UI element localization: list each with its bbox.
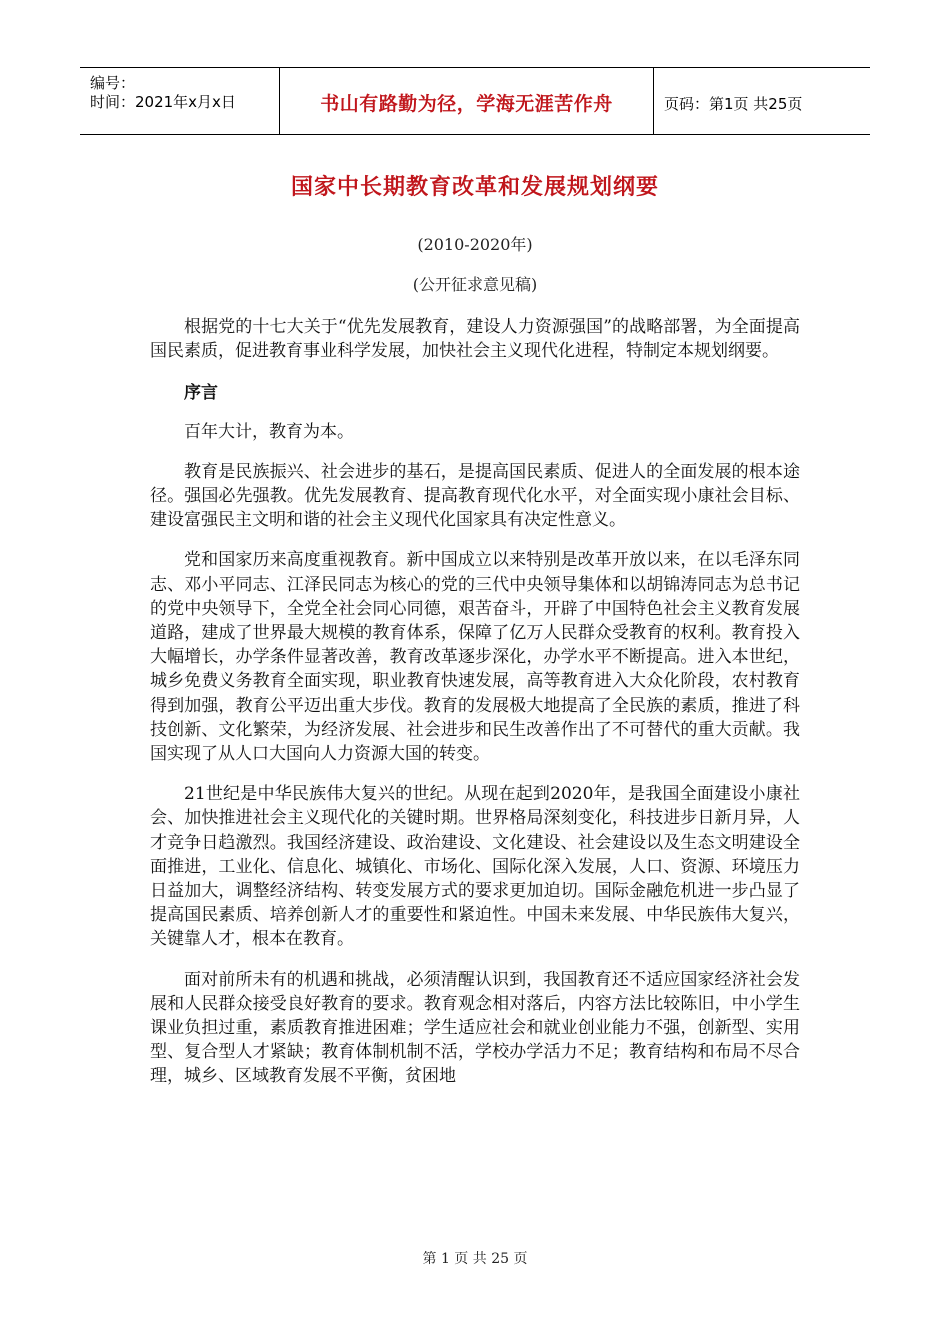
body-paragraph: 百年大计，教育为本。 bbox=[184, 421, 354, 442]
document-time-label: 时间：2021年x月x日 bbox=[90, 93, 236, 111]
header-page-code: 页码：第1页 共25页 bbox=[664, 95, 803, 113]
body-paragraph: 教育是民族振兴、社会进步的基石，是提高国民素质、促进人的全面发展的根本途径。强国必先强教。优先发展教育、提高教育现代化水平，对全面实现小康社会目标、建设富强民主文明和谐的社会主义现代化国家具有决定性意义。 bbox=[150, 461, 800, 531]
header-page-cell bbox=[654, 68, 870, 134]
header-motto: 书山有路勤为径，学海无涯苦作舟 bbox=[320, 93, 613, 115]
body-paragraph: 党和国家历来高度重视教育。新中国成立以来特别是改革开放以来，在以毛泽东同志、邓小平同志、江泽民同志为核心的党的三代中央领导集体和以胡锦涛同志为总书记的党中央领导下，全党全社会同心同德，艰苦奋斗，开辟了中国特色社会主义教育发展道路，建成了世界最大规模的教育体系，保障了亿万人民群众受教育的权利。教育投入大幅增长，办学条件显著改善，教育改革逐步深化，办学水平不断提高。进入本世纪，城乡免费义务教育全面实现，职业教育快速发展，高等教育进入大众化阶段，农村教育得到加强，教育公平迈出重大步伐。教育的发展极大地提高了全民族的素质，推进了科技创新、文化繁荣，为经济发展、社会进步和民生改善作出了不可替代的重大贡献。我国实现了从人口大国向人力资源大国的转变。 bbox=[150, 550, 800, 765]
document-number-label: 编号： bbox=[90, 74, 136, 92]
body-paragraph: 面对前所未有的机遇和挑战，必须清醒认识到，我国教育还不适应国家经济社会发展和人民群众接受良好教育的要求。教育观念相对落后，内容方法比较陈旧，中小学生课业负担过重，素质教育推进困难；学生适应社会和就业创业能力不强，创新型、实用型、复合型人才紧缺；教育体制机制不活，学校办学活力不足；教育结构和布局不尽合理，城乡、区域教育发展不平衡，贫困地 bbox=[150, 969, 800, 1087]
document-body bbox=[150, 315, 800, 1105]
intro-paragraph: 根据党的十七大关于“优先发展教育，建设人力资源强国”的战略部署，为全面提高国民素质，促进教育事业科学发展，加快社会主义现代化进程，特制定本规划纲要。 bbox=[150, 317, 800, 362]
document-years: (2010-2020年) bbox=[417, 235, 533, 254]
page-footer: 第 1 页 共 25 页 bbox=[422, 1251, 528, 1267]
header-meta-cell bbox=[80, 68, 280, 134]
section-heading: 序言 bbox=[184, 383, 218, 404]
document-draft-note: (公开征求意见稿) bbox=[412, 275, 538, 294]
header-motto-cell bbox=[280, 68, 654, 134]
body-paragraph: 21世纪是中华民族伟大复兴的世纪。从现在起到2020年，是我国全面建设小康社会、加快推进社会主义现代化的关键时期。世界格局深刻变化，科技进步日新月异，人才竞争日趋激烈。我国经济建设、政治建设、文化建设、社会建设以及生态文明建设全面推进，工业化、信息化、城镇化、市场化、国际化深入发展，人口、资源、环境压力日益加大，调整经济结构、转变发展方式的要求更加迫切。国际金融危机进一步凸显了提高国民素质、培养创新人才的重要性和紧迫性。中国未来发展、中华民族伟大复兴，关键靠人才，根本在教育。 bbox=[150, 784, 800, 950]
document-title: 国家中长期教育改革和发展规划纲要 bbox=[290, 175, 659, 200]
document-header bbox=[80, 67, 870, 135]
